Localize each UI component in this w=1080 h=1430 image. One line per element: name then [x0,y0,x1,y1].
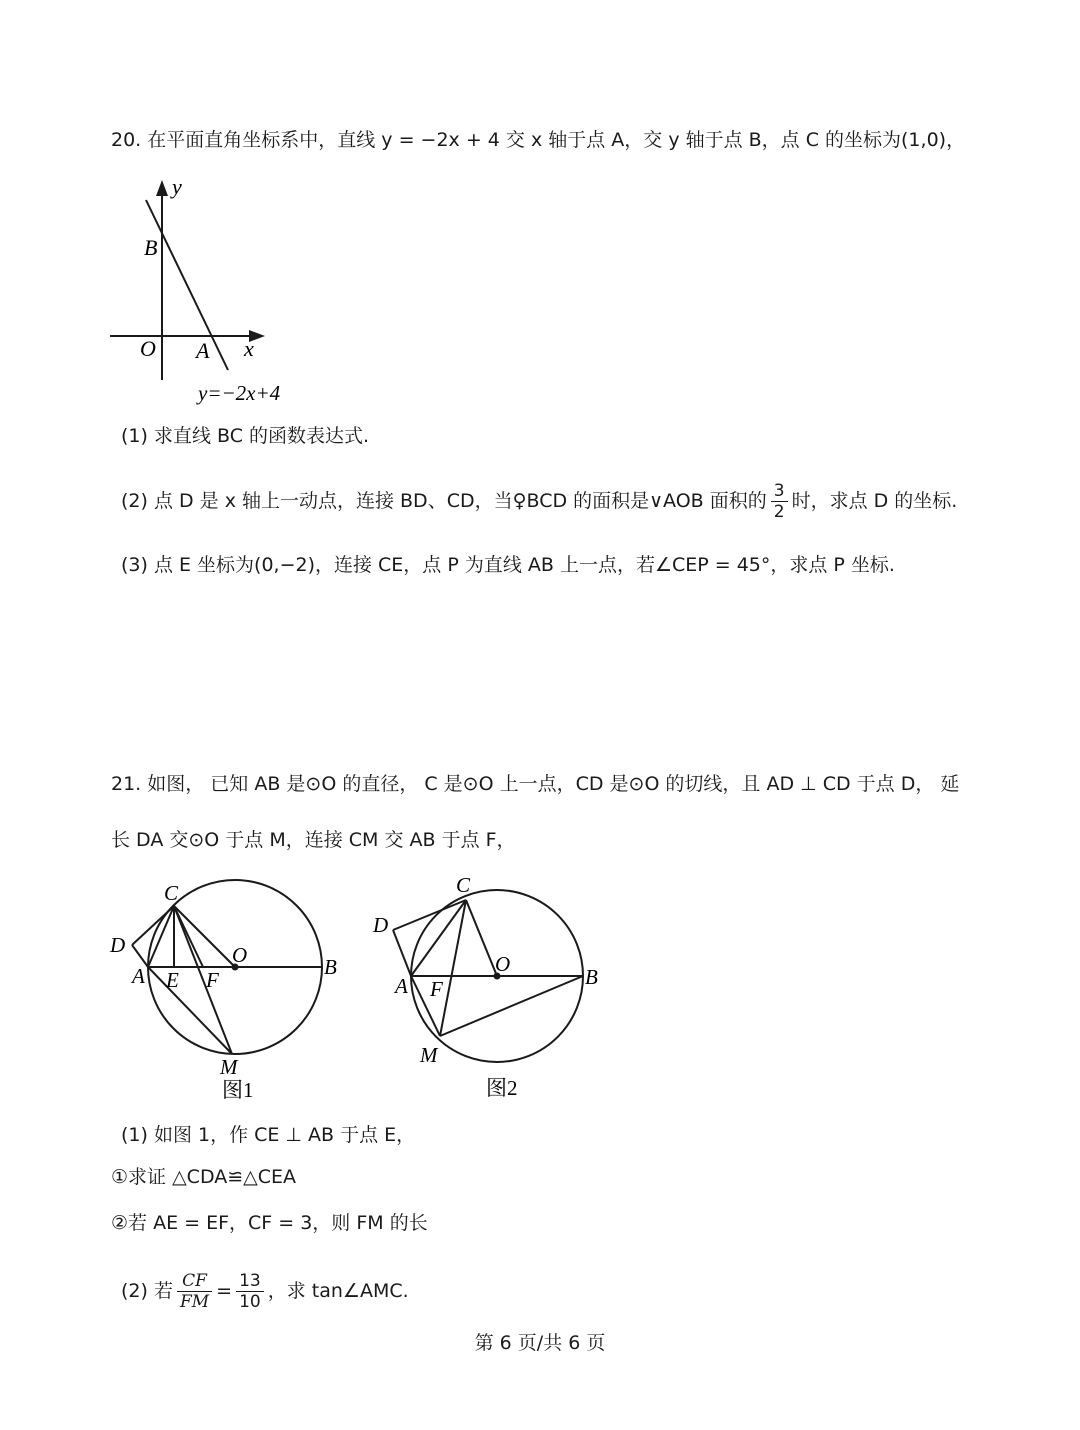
origin-label: O [140,336,156,361]
q21-part2-text-a: (2) 若 [121,1280,173,1302]
page-number: 第 6 页/共 6 页 [474,1332,606,1354]
q20-part1: (1) 求直线 BC 的函数表达式. [121,425,370,447]
segment-co [174,906,235,967]
y-axis-label: y [172,174,182,199]
point-m-label: M [420,1043,438,1067]
q20-part2-text-b: 时，求点 D 的坐标. [791,490,958,512]
equals-sign: = [216,1280,233,1302]
figure-1-caption: 图1 [222,1078,254,1102]
point-b-label: B [324,955,337,979]
point-b-label: B [144,235,158,260]
line-ab [146,200,228,370]
point-a-label: A [395,974,408,998]
q21-part2-fraction-right [236,1271,264,1312]
q21-part1-ii: ②若 AE = EF，CF = 3，则 FM 的长 [111,1212,428,1234]
q21-part2 [121,1266,409,1316]
q21-stem-line2: 长 DA 交⊙O 于点 M，连接 CM 交 AB 于点 F， [111,829,516,851]
point-o-label: O [232,943,248,967]
y-axis-arrow [156,180,168,196]
q20-figure [100,170,310,410]
q21-part1-i: ①求证 △CDA≌△CEA [111,1166,297,1188]
point-b-label: B [585,965,598,989]
q20-part2 [121,476,957,526]
x-axis-label: x [244,336,254,361]
point-c-label: C [456,873,471,897]
segment-mb [440,976,583,1036]
fraction-numerator: CF [177,1271,212,1292]
q21-figure-2 [362,868,612,1108]
q21-part2-fraction-left [177,1271,212,1312]
q20-part2-fraction [771,481,788,522]
point-f-label: F [206,968,219,992]
segment-cm [174,906,232,1054]
point-o-label: O [495,952,511,976]
segment-cm [440,900,466,1036]
point-c-label: C [164,881,179,905]
segment-ca [148,906,174,967]
segment-da [393,930,411,976]
q21-figure-1 [100,870,360,1110]
point-d-label: D [110,933,126,957]
point-a-label: A [132,964,145,988]
q21-stem-line1: 21. 如图， 已知 AB 是⊙O 的直径， C 是⊙O 上一点，CD 是⊙O 的切线，且 AD ⊥ CD 于点 D， 延 [111,773,960,795]
figure-2-caption: 图2 [486,1076,518,1100]
q20-part3: (3) 点 E 坐标为(0,−2)，连接 CE，点 P 为直线 AB 上一点，若∠CEP = 45°，求点 P 坐标. [121,554,895,576]
point-e-label: E [166,968,179,992]
point-a-label: A [196,338,210,363]
point-m-label: M [220,1055,238,1079]
q21-part1: (1) 如图 1，作 CE ⊥ AB 于点 E， [121,1124,416,1146]
fraction-denominator: FM [179,1291,210,1312]
point-f-label: F [430,977,443,1001]
fraction-numerator: 13 [236,1271,264,1292]
line-equation-label: y=−2x+4 [198,381,281,405]
fraction-denominator: 2 [773,501,785,522]
fraction-numerator: 3 [771,481,788,502]
q21-part2-text-b: ，求 tan∠AMC. [267,1280,409,1302]
q20-stem: 20. 在平面直角坐标系中，直线 y = −2x + 4 交 x 轴于点 A，交 y 轴于点 B，点 C 的坐标为(1,0)， [111,129,966,151]
fraction-denominator: 10 [239,1291,261,1312]
segment-co [466,900,497,976]
q20-part2-text-a: (2) 点 D 是 x 轴上一动点，连接 BD、CD，当♀BCD 的面积是∨AOB 面积的 [121,490,767,512]
point-d-label: D [373,913,389,937]
